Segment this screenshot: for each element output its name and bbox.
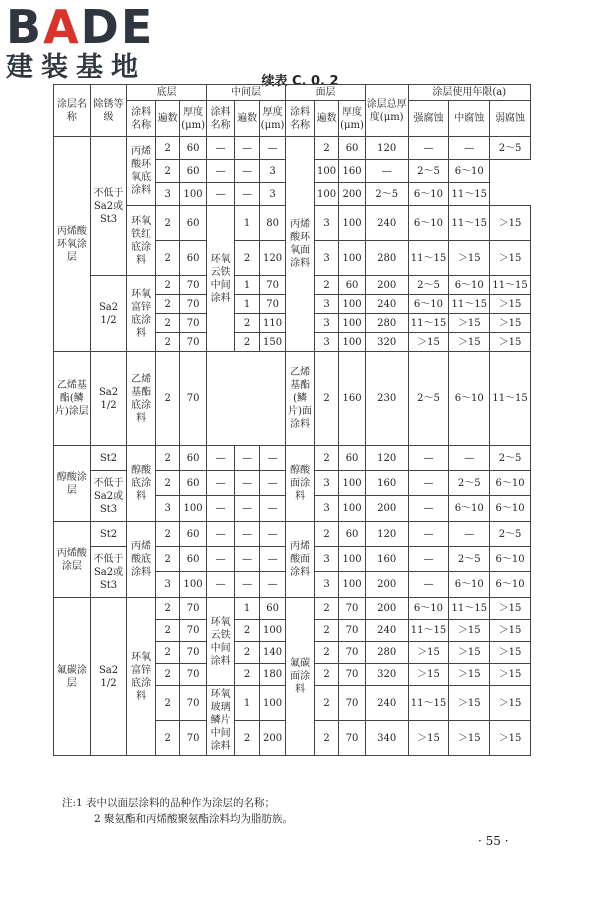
top-passes: 3 <box>314 295 338 314</box>
base-passes: 2 <box>155 522 179 547</box>
middle-thickness: 140 <box>259 642 286 664</box>
base-thickness: 70 <box>180 686 206 721</box>
middle-paint: — <box>206 547 235 572</box>
header-weak: 弱腐蚀 <box>490 101 531 137</box>
total-thickness: 240 <box>365 295 408 314</box>
life-weak: ＞15 <box>490 598 531 620</box>
life-medium: 11～15 <box>449 206 490 241</box>
life-weak: 2～5 <box>490 446 531 471</box>
total-thickness: 120 <box>365 522 408 547</box>
total-thickness: 200 <box>339 183 365 206</box>
top-thickness: 100 <box>339 572 365 598</box>
header-thickness: 厚度(μm) <box>339 101 365 137</box>
middle-paint: — <box>206 137 235 160</box>
life-strong: ＞15 <box>408 642 449 664</box>
life-weak: 2～5 <box>490 522 531 547</box>
total-thickness: 160 <box>339 160 365 183</box>
life-medium: ＞15 <box>449 664 490 686</box>
middle-passes: — <box>235 547 259 572</box>
life-weak: ＞15 <box>490 664 531 686</box>
base-passes: 2 <box>155 276 179 295</box>
top-paint: 丙烯酸面涂料 <box>286 522 315 598</box>
base-thickness: 70 <box>180 276 206 295</box>
life-weak: 6～10 <box>449 160 490 183</box>
top-passes: 2 <box>314 446 338 471</box>
note-2: 2 聚氨酯和丙烯酸聚氨酯涂料均为脂肪族。 <box>94 813 294 825</box>
life-weak: ＞15 <box>490 295 531 314</box>
rust-grade: Sa2 1/2 <box>90 352 127 446</box>
middle-passes: — <box>235 572 259 598</box>
base-thickness: 60 <box>180 241 206 276</box>
life-medium: 2～5 <box>449 471 490 496</box>
life-medium: ＞15 <box>449 620 490 642</box>
top-passes: 3 <box>314 206 338 241</box>
base-passes: 2 <box>155 352 179 446</box>
base-thickness: 60 <box>180 446 206 471</box>
top-thickness: 60 <box>339 137 365 160</box>
middle-thickness: 120 <box>259 241 286 276</box>
life-medium: 11～15 <box>449 598 490 620</box>
base-thickness: 70 <box>180 642 206 664</box>
top-passes: 3 <box>314 314 338 333</box>
middle-passes: 2 <box>235 333 259 352</box>
middle-thickness: 60 <box>259 598 286 620</box>
life-weak: 6～10 <box>490 471 531 496</box>
top-thickness: 70 <box>339 598 365 620</box>
life-weak: ＞15 <box>490 314 531 333</box>
life-medium: 6～10 <box>408 183 449 206</box>
top-thickness: 100 <box>314 160 338 183</box>
middle-paint: 环氧玻璃鳞片中间涂料 <box>206 686 235 756</box>
middle-thickness: — <box>235 183 259 206</box>
rust-grade: 不低于Sa2或St3 <box>90 471 127 522</box>
life-medium: ＞15 <box>449 642 490 664</box>
top-passes: 2 <box>314 137 338 160</box>
top-paint: 乙烯基酯(鳞片)面涂料 <box>286 352 315 446</box>
total-thickness: 120 <box>365 446 408 471</box>
base-thickness: 60 <box>180 160 206 183</box>
base-thickness: 100 <box>180 183 206 206</box>
coating-name: 醇酸涂层 <box>54 446 91 522</box>
logo-subtitle: 建装基地 <box>6 52 146 83</box>
life-strong: — <box>408 522 449 547</box>
middle-thickness: 100 <box>259 620 286 642</box>
top-thickness: 100 <box>339 471 365 496</box>
middle-passes: — <box>206 183 235 206</box>
base-thickness: 70 <box>180 721 206 756</box>
middle-passes: 1 <box>235 686 259 721</box>
base-passes: 2 <box>155 314 179 333</box>
middle-paint: — <box>206 522 235 547</box>
middle-passes: — <box>235 496 259 522</box>
middle-passes: — <box>235 522 259 547</box>
middle-thickness: — <box>259 446 286 471</box>
life-weak: 6～10 <box>490 547 531 572</box>
top-thickness: 70 <box>339 664 365 686</box>
top-passes: 2 <box>314 642 338 664</box>
total-thickness: 200 <box>365 496 408 522</box>
middle-passes: — <box>206 160 235 183</box>
header-group-base: 底层 <box>127 85 206 101</box>
top-passes: 2 <box>314 664 338 686</box>
base-passes: 2 <box>155 446 179 471</box>
footnotes <box>62 795 293 827</box>
header-passes: 遍数 <box>235 101 259 137</box>
life-weak: ＞15 <box>490 721 531 756</box>
middle-thickness: 180 <box>259 664 286 686</box>
base-paint: 醇酸底涂料 <box>127 446 156 522</box>
base-passes: 2 <box>155 721 179 756</box>
life-weak: ＞15 <box>490 206 531 241</box>
total-thickness: 240 <box>365 620 408 642</box>
life-strong: ＞15 <box>408 333 449 352</box>
base-thickness: 60 <box>180 522 206 547</box>
total-thickness: 240 <box>365 206 408 241</box>
base-thickness: 70 <box>180 664 206 686</box>
life-weak: ＞15 <box>490 642 531 664</box>
middle-passes: — <box>235 137 259 160</box>
logo-brand: BADE <box>6 0 155 54</box>
top-thickness: 100 <box>339 496 365 522</box>
top-thickness: 60 <box>339 522 365 547</box>
life-medium: — <box>449 137 490 160</box>
top-passes: 2 <box>314 276 338 295</box>
base-passes: 2 <box>155 241 179 276</box>
top-passes: 3 <box>314 496 338 522</box>
life-weak: ＞15 <box>490 333 531 352</box>
life-strong: ＞15 <box>408 721 449 756</box>
life-medium: 6～10 <box>449 496 490 522</box>
base-thickness: 70 <box>180 352 206 446</box>
top-passes: 3 <box>314 333 338 352</box>
base-thickness: 100 <box>180 572 206 598</box>
life-strong: 6～10 <box>408 598 449 620</box>
middle-layer-empty <box>206 352 285 446</box>
base-passes: 2 <box>155 206 179 241</box>
base-passes: 2 <box>155 295 179 314</box>
middle-thickness: — <box>259 522 286 547</box>
header-group-middle: 中间层 <box>206 85 285 101</box>
life-medium: ＞15 <box>449 241 490 276</box>
life-strong: — <box>408 446 449 471</box>
header-thickness: 厚度(μm) <box>180 101 206 137</box>
life-strong: 11～15 <box>408 620 449 642</box>
rust-grade: 不低于Sa2或St3 <box>90 137 127 276</box>
life-medium: ＞15 <box>449 721 490 756</box>
header-paint-name: 涂料名称 <box>127 101 156 137</box>
base-thickness: 100 <box>180 496 206 522</box>
header-rust-grade: 除锈等级 <box>90 85 127 137</box>
header-passes: 遍数 <box>314 101 338 137</box>
middle-paint: — <box>206 572 235 598</box>
total-thickness: 120 <box>365 137 408 160</box>
total-thickness: 200 <box>365 276 408 295</box>
total-thickness: 280 <box>365 314 408 333</box>
top-passes: 2 <box>314 522 338 547</box>
total-thickness: 320 <box>365 664 408 686</box>
life-weak: ＞15 <box>490 686 531 721</box>
base-thickness: 70 <box>180 295 206 314</box>
note-1: 注:1 表中以面层涂料的品种作为涂层的名称； <box>62 797 276 809</box>
rust-grade: St2 <box>90 522 127 547</box>
top-thickness: 160 <box>339 352 365 446</box>
middle-passes: — <box>235 446 259 471</box>
middle-thickness: — <box>259 547 286 572</box>
base-thickness: 60 <box>180 137 206 160</box>
middle-passes: 2 <box>235 314 259 333</box>
header-service-life: 涂层使用年限(a) <box>408 85 530 101</box>
middle-thickness: 70 <box>259 276 286 295</box>
life-weak: 6～10 <box>490 572 531 598</box>
top-thickness: 70 <box>339 642 365 664</box>
header-paint-name: 涂料名称 <box>286 101 315 137</box>
rust-grade: Sa2 1/2 <box>90 598 127 756</box>
life-strong: 2～5 <box>408 352 449 446</box>
header-medium: 中腐蚀 <box>449 101 490 137</box>
life-strong: — <box>408 471 449 496</box>
middle-thickness: 200 <box>259 721 286 756</box>
top-passes: 2 <box>314 686 338 721</box>
top-thickness: 60 <box>339 446 365 471</box>
top-thickness: 100 <box>339 206 365 241</box>
total-thickness: 320 <box>365 333 408 352</box>
base-passes: 2 <box>155 160 179 183</box>
base-paint: 环氧富锌底涂料 <box>127 598 156 756</box>
life-weak: 11～15 <box>490 276 531 295</box>
middle-passes: 1 <box>235 598 259 620</box>
total-thickness: 280 <box>365 642 408 664</box>
top-thickness: 100 <box>339 547 365 572</box>
base-passes: 2 <box>155 664 179 686</box>
top-thickness: 60 <box>339 276 365 295</box>
page-number: · 55 · <box>478 834 509 848</box>
coating-name: 氟碳涂层 <box>54 598 91 756</box>
top-thickness: 100 <box>314 183 338 206</box>
middle-thickness: 70 <box>259 295 286 314</box>
total-thickness: 160 <box>365 471 408 496</box>
top-passes: 3 <box>314 241 338 276</box>
middle-thickness: 150 <box>259 333 286 352</box>
life-medium: 6～10 <box>449 276 490 295</box>
life-medium: ＞15 <box>449 314 490 333</box>
top-thickness: 70 <box>339 721 365 756</box>
top-thickness: 70 <box>339 620 365 642</box>
total-thickness: 340 <box>365 721 408 756</box>
middle-thickness: 110 <box>259 314 286 333</box>
header-thickness: 厚度(μm) <box>259 101 286 137</box>
base-passes: 3 <box>155 572 179 598</box>
total-thickness: 200 <box>365 572 408 598</box>
rust-grade: 不低于Sa2或St3 <box>90 547 127 598</box>
coating-name: 乙烯基酯(鳞片)涂层 <box>54 352 91 446</box>
life-strong: 11～15 <box>408 241 449 276</box>
life-strong: 2～5 <box>365 183 408 206</box>
table-row <box>54 137 531 160</box>
header-group-top: 面层 <box>286 85 365 101</box>
middle-passes: 2 <box>235 241 259 276</box>
base-thickness: 70 <box>180 333 206 352</box>
life-weak: ＞15 <box>490 620 531 642</box>
life-medium: — <box>449 446 490 471</box>
middle-thickness: — <box>259 496 286 522</box>
middle-paint: — <box>206 471 235 496</box>
life-weak: 6～10 <box>490 496 531 522</box>
base-paint: 环氧富锌底涂料 <box>127 276 156 352</box>
base-paint: 丙烯酸环氧底涂料 <box>127 137 156 206</box>
life-strong: — <box>365 160 408 183</box>
base-passes: 2 <box>155 547 179 572</box>
top-thickness: 100 <box>339 295 365 314</box>
life-medium: 11～15 <box>449 295 490 314</box>
middle-passes: 1 <box>235 295 259 314</box>
top-passes: 3 <box>259 160 286 183</box>
life-strong: — <box>408 496 449 522</box>
top-passes: 2 <box>314 598 338 620</box>
life-strong: 2～5 <box>408 276 449 295</box>
top-passes: 3 <box>314 547 338 572</box>
table-title: 续表 C. 0. 2 <box>261 74 339 89</box>
middle-thickness: 100 <box>259 686 286 721</box>
base-passes: 2 <box>155 137 179 160</box>
top-paint: 醇酸面涂料 <box>286 446 315 522</box>
top-thickness: 100 <box>339 333 365 352</box>
base-passes: 2 <box>155 471 179 496</box>
base-passes: 2 <box>155 333 179 352</box>
middle-passes: 2 <box>235 642 259 664</box>
life-strong: — <box>408 137 449 160</box>
top-passes: 2 <box>314 721 338 756</box>
life-medium: — <box>449 522 490 547</box>
life-strong: — <box>408 572 449 598</box>
total-thickness: 240 <box>365 686 408 721</box>
table-body <box>54 137 531 756</box>
top-passes: 3 <box>314 471 338 496</box>
middle-thickness: — <box>259 572 286 598</box>
middle-passes: 2 <box>235 664 259 686</box>
rust-grade: St2 <box>90 446 127 471</box>
rust-grade: Sa2 1/2 <box>90 276 127 352</box>
base-passes: 3 <box>155 496 179 522</box>
life-medium: 2～5 <box>408 160 449 183</box>
base-passes: 2 <box>155 642 179 664</box>
top-passes: 3 <box>259 183 286 206</box>
life-weak: 11～15 <box>490 352 531 446</box>
life-medium: ＞15 <box>449 333 490 352</box>
base-paint: 环氧铁红底涂料 <box>127 206 156 276</box>
middle-thickness: 80 <box>259 206 286 241</box>
total-thickness: 200 <box>365 598 408 620</box>
middle-passes: 1 <box>235 276 259 295</box>
base-passes: 3 <box>155 183 179 206</box>
top-thickness: 100 <box>339 314 365 333</box>
coating-name: 丙烯酸涂层 <box>54 522 91 598</box>
life-weak: 11～15 <box>449 183 490 206</box>
top-thickness: 100 <box>339 241 365 276</box>
coating-table <box>53 84 531 756</box>
coating-name: 丙烯酸环氧涂层 <box>54 137 91 352</box>
middle-thickness: — <box>259 137 286 160</box>
header-total-thickness: 涂层总厚度(μm) <box>365 85 408 137</box>
base-passes: 2 <box>155 598 179 620</box>
middle-passes: 2 <box>235 721 259 756</box>
top-passes: 3 <box>314 572 338 598</box>
header-passes: 遍数 <box>155 101 179 137</box>
middle-paint: — <box>206 496 235 522</box>
base-thickness: 60 <box>180 206 206 241</box>
life-strong: ＞15 <box>408 664 449 686</box>
table-row <box>54 446 531 471</box>
base-thickness: 60 <box>180 471 206 496</box>
base-thickness: 70 <box>180 620 206 642</box>
base-thickness: 70 <box>180 314 206 333</box>
top-paint: 丙烯酸环氧面涂料 <box>286 137 315 352</box>
life-strong: 6～10 <box>408 206 449 241</box>
total-thickness: 230 <box>365 352 408 446</box>
life-strong: 11～15 <box>408 314 449 333</box>
base-thickness: 70 <box>180 598 206 620</box>
middle-thickness: — <box>259 471 286 496</box>
life-strong: — <box>408 547 449 572</box>
table-row <box>54 598 531 620</box>
header-coating-name: 涂层名称 <box>54 85 91 137</box>
header-strong: 强腐蚀 <box>408 101 449 137</box>
middle-passes: 1 <box>235 206 259 241</box>
total-thickness: 160 <box>365 547 408 572</box>
middle-paint: — <box>206 446 235 471</box>
header-paint-name: 涂料名称 <box>206 101 235 137</box>
life-medium: 6～10 <box>449 572 490 598</box>
top-passes: 2 <box>314 352 338 446</box>
middle-passes: 2 <box>235 620 259 642</box>
table-row <box>54 352 531 446</box>
table-row <box>54 522 531 547</box>
top-passes: 2 <box>314 620 338 642</box>
base-passes: 2 <box>155 620 179 642</box>
middle-thickness: — <box>235 160 259 183</box>
middle-paint: 环氧云铁中间涂料 <box>206 206 235 352</box>
base-paint: 乙烯基酯底涂料 <box>127 352 156 446</box>
middle-passes: — <box>235 471 259 496</box>
life-medium: 2～5 <box>449 547 490 572</box>
total-thickness: 280 <box>365 241 408 276</box>
life-weak: ＞15 <box>490 241 531 276</box>
base-thickness: 60 <box>180 547 206 572</box>
base-paint: 丙烯酸底涂料 <box>127 522 156 598</box>
top-thickness: 70 <box>339 686 365 721</box>
base-passes: 2 <box>155 686 179 721</box>
life-strong: 6～10 <box>408 295 449 314</box>
middle-paint: 环氧云铁中间涂料 <box>206 598 235 686</box>
top-paint: 氟碳面涂料 <box>286 598 315 756</box>
life-medium: 6～10 <box>449 352 490 446</box>
life-weak: 2～5 <box>490 137 531 160</box>
life-strong: 11～15 <box>408 686 449 721</box>
life-medium: ＞15 <box>449 686 490 721</box>
